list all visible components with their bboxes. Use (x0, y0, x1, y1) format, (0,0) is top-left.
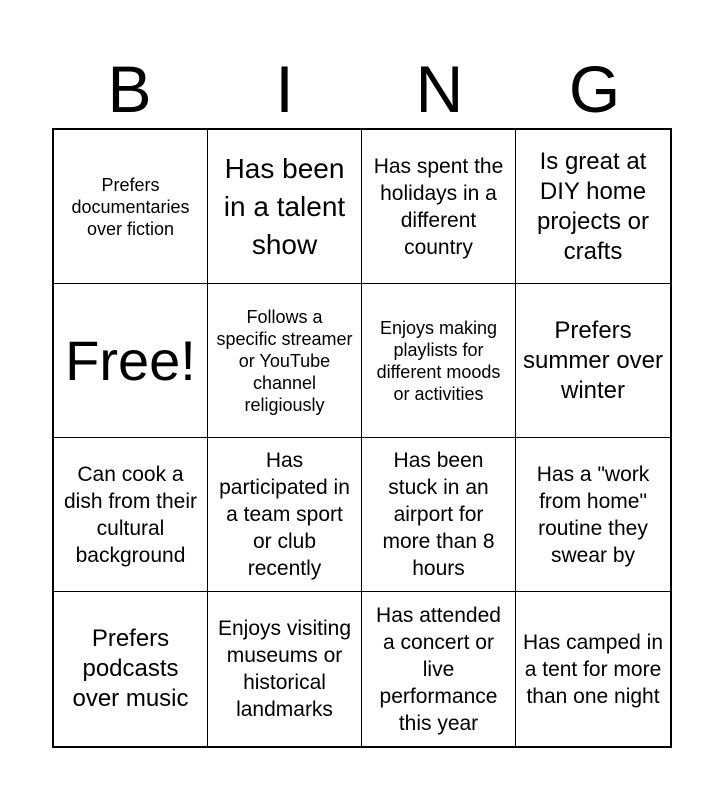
bingo-cell-3-3[interactable] (362, 438, 516, 592)
bingo-cell-1-1[interactable] (54, 130, 208, 284)
cell-text: Can cook a dish from their cultural background (63, 462, 198, 567)
bingo-cell-4-3[interactable] (362, 592, 516, 746)
header-letter-g: G (568, 52, 621, 126)
bingo-cell-2-4[interactable] (516, 284, 670, 438)
cell-text: Has spent the holidays in a different country (373, 154, 504, 259)
bingo-cell-free[interactable] (54, 284, 208, 438)
bingo-cell-3-4[interactable] (516, 438, 670, 592)
bingo-cell-1-4[interactable] (516, 130, 670, 284)
cell-text: Enjoys making playlists for different moods or activities (376, 317, 501, 404)
bingo-cell-4-2[interactable] (208, 592, 362, 746)
cell-text: Has been in a talent show (223, 152, 346, 260)
cell-text: Free! (65, 328, 196, 392)
header-letter-i: I (275, 52, 294, 126)
bingo-cell-2-3[interactable] (362, 284, 516, 438)
bingo-cell-1-2[interactable] (208, 130, 362, 284)
bingo-cell-2-2[interactable] (208, 284, 362, 438)
bingo-board (52, 128, 672, 748)
cell-text: Prefers documentaries over fiction (71, 174, 190, 239)
cell-text: Has participated in a team sport or club recently (219, 449, 350, 580)
header-letter-n: N (415, 52, 464, 126)
bingo-cell-4-4[interactable] (516, 592, 670, 746)
cell-text: Is great at DIY home projects or crafts (536, 147, 650, 265)
bingo-cell-3-2[interactable] (208, 438, 362, 592)
cell-text: Has been stuck in an airport for more than 8 hours (382, 449, 495, 580)
cell-text: Has camped in a tent for more than one night (522, 630, 664, 708)
header-letter-b: B (107, 52, 152, 126)
cell-text: Prefers podcasts over music (72, 625, 189, 712)
cell-text: Follows a specific streamer or YouTube channel religiously (216, 306, 353, 415)
bingo-cell-3-1[interactable] (54, 438, 208, 592)
cell-text: Has a "work from home" routine they swear by (536, 462, 650, 567)
bingo-cell-1-3[interactable] (362, 130, 516, 284)
cell-text: Has attended a concert or live performance this year (376, 603, 501, 735)
bingo-cell-4-1[interactable] (54, 592, 208, 746)
bingo-header (52, 48, 672, 130)
cell-text: Prefers summer over winter (522, 316, 664, 404)
cell-text: Enjoys visiting museums or historical landmarks (217, 617, 352, 721)
